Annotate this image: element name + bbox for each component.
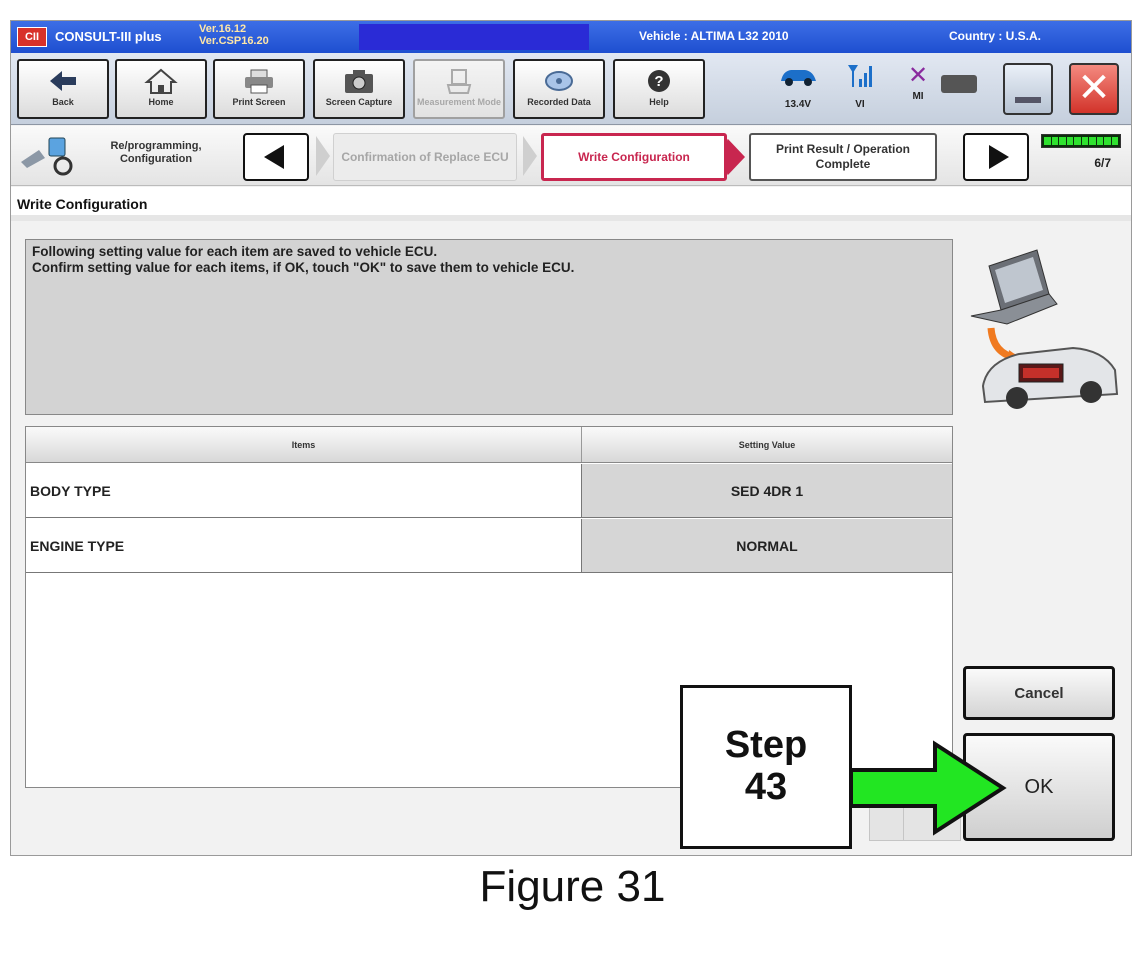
table-row[interactable] [26, 464, 952, 518]
step-print-result: Print Result / Operation Complete [749, 133, 937, 181]
printer-icon [242, 67, 276, 95]
consult-logo: CII [17, 27, 47, 47]
table-row[interactable] [26, 519, 952, 573]
table-header [26, 427, 952, 463]
step-navigation-bar [11, 126, 1131, 186]
header-setting-value: Setting Value [738, 439, 796, 450]
mi-status [893, 61, 943, 102]
screen-capture-label: Screen Capture [325, 97, 393, 107]
toolbar [11, 53, 1131, 125]
current-step-arrow [727, 138, 745, 176]
message-line-2: Confirm setting value for each items, if OK, touch "OK" to save them to vehicle ECU. [32, 260, 575, 275]
back-button[interactable] [17, 59, 109, 119]
back-label: Back [52, 97, 74, 107]
battery-icon [941, 75, 977, 93]
measurement-mode-label: Measurement Mode [416, 97, 502, 107]
row-item: ENGINE TYPE [26, 519, 582, 572]
country-info: Country : U.S.A. [949, 29, 1041, 43]
next-step-button[interactable] [963, 133, 1029, 181]
close-icon: ✕ [1077, 66, 1111, 110]
home-icon [144, 67, 178, 95]
step-annotation [680, 685, 852, 849]
home-button[interactable] [115, 59, 207, 119]
row-value: SED 4DR 1 [582, 464, 952, 517]
help-label: Help [649, 97, 669, 107]
step-separator [523, 136, 537, 176]
stepbar-title: Re/programming, Configuration [110, 140, 202, 165]
progress-bar [1041, 134, 1121, 148]
title-band [359, 24, 589, 50]
consult-app-window [10, 20, 1132, 856]
laptop-to-car-illustration [961, 246, 1121, 411]
recorded-data-label: Recorded Data [527, 97, 591, 107]
voltage-label: 13.4V [784, 99, 812, 110]
previous-step-button[interactable] [243, 133, 309, 181]
recorded-data-button[interactable] [513, 59, 605, 119]
car-icon [983, 348, 1117, 409]
print-screen-label: Print Screen [232, 97, 286, 107]
mi-label: MI [912, 91, 924, 102]
page-indicator: 6/7 [1094, 156, 1111, 170]
green-arrow-icon [849, 740, 1009, 836]
message-line-1: Following setting value for each item are saved to vehicle ECU. [32, 244, 438, 259]
ok-button[interactable]: OK [963, 733, 1115, 841]
svg-text:?: ? [654, 73, 664, 90]
voltage-status [773, 61, 823, 110]
header-items: Items [26, 427, 582, 462]
camera-icon [342, 67, 376, 95]
vehicle-info: Vehicle : ALTIMA L32 2010 [639, 29, 789, 43]
mi-x-icon: ✕ [907, 62, 929, 89]
recorded-data-icon [542, 67, 576, 95]
screen-capture-button[interactable] [313, 59, 405, 119]
vi-label: VI [855, 99, 865, 110]
laptop-icon [971, 250, 1057, 324]
signal-icon [835, 61, 885, 99]
step-number: 43 [744, 766, 788, 808]
row-value: NORMAL [582, 519, 952, 572]
status-indicators [763, 57, 963, 121]
home-label: Home [148, 97, 174, 107]
version-info [199, 23, 269, 47]
minimize-button[interactable] [1003, 63, 1053, 115]
figure-caption: Figure 31 [479, 862, 666, 911]
measurement-icon [442, 67, 476, 95]
help-button[interactable] [613, 59, 705, 119]
reprogramming-icon [17, 136, 77, 185]
title-bar [11, 21, 1131, 53]
row-item: BODY TYPE [26, 464, 582, 517]
vi-status [835, 61, 885, 110]
step-word: Step [724, 724, 808, 766]
step-progress [1041, 134, 1121, 180]
step-confirmation-replace-ecu: Confirmation of Replace ECU [333, 133, 517, 181]
print-screen-button[interactable] [213, 59, 305, 119]
help-icon [642, 67, 676, 95]
step-write-configuration: Write Configuration [541, 133, 727, 181]
version-2: Ver.CSP16.20 [199, 35, 269, 47]
step-separator [316, 136, 330, 176]
close-button[interactable] [1069, 63, 1119, 115]
page-title: Write Configuration [11, 187, 1131, 221]
measurement-mode-button[interactable] [413, 59, 505, 119]
app-name: CONSULT-III plus [55, 29, 162, 44]
back-arrow-icon [46, 67, 80, 95]
instruction-message [25, 239, 953, 415]
cancel-button[interactable]: Cancel [963, 666, 1115, 720]
car-voltage-icon [773, 61, 823, 99]
version-1: Ver.16.12 [199, 23, 247, 35]
